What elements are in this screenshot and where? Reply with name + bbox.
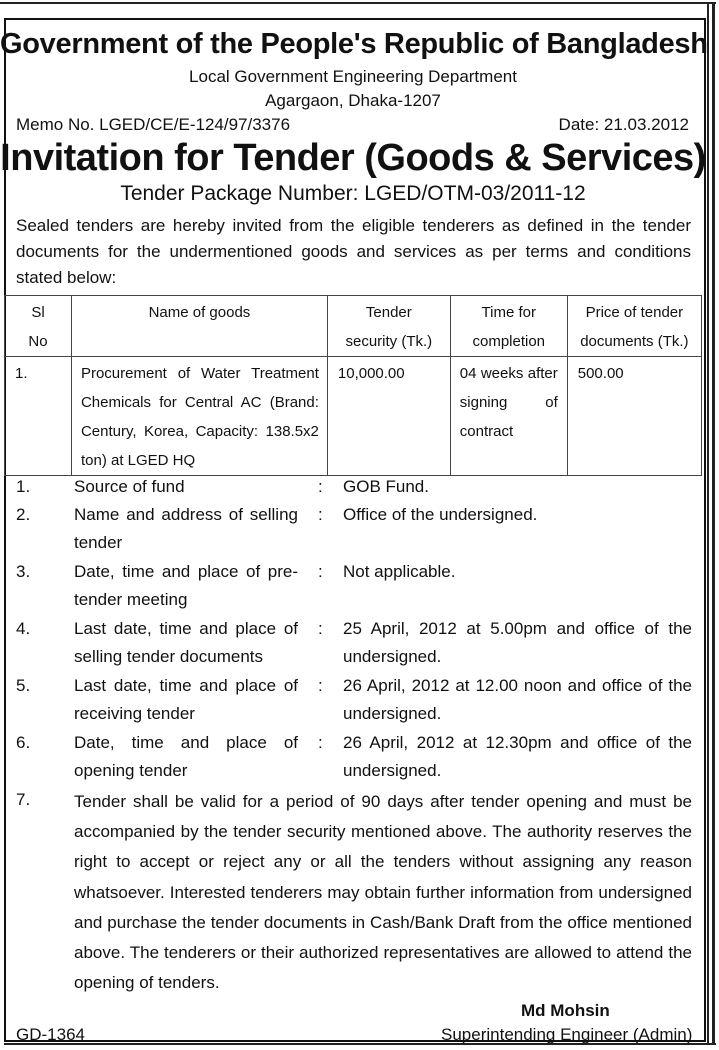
cell-goods: Procurement of Water Treatment Chemicals for Central AC (Brand: Century, Korea, Capacity: 138.5x2 ton) at LGED HQ [71,357,327,476]
detail-number: 3. [16,562,31,581]
header-security-line2: security (Tk.) [345,333,433,350]
page-title: Invitation for Tender (Goods & Services) [0,137,706,179]
detail-colon: : [318,477,323,496]
header-sl [5,296,72,357]
detail-number: 1. [16,477,31,496]
memo-number: Memo No. LGED/CE/E-124/97/3376 [16,115,291,134]
detail-label: Last date, time and place of receiving tender [74,676,298,723]
header-time-line1: Time for [481,304,536,321]
detail-value: Office of the undersigned. [343,505,538,524]
detail-colon: : [318,676,323,695]
tender-table [4,295,702,476]
header-time [450,296,567,357]
detail-value: 26 April, 2012 at 12.30pm and office of the undersigned. [343,733,692,780]
frame-shadow-right [707,4,715,1044]
notice-date: Date: 21.03.2012 [558,115,689,134]
header-sl-line2: No [28,333,48,350]
tender-package-number: Tender Package Number: LGED/OTM-03/2011-12 [120,182,586,205]
cell-price: 500.00 [567,357,701,476]
detail-number: 6. [16,733,31,752]
header-sl-line1: Sl [31,304,45,321]
detail-number: 2. [16,505,31,524]
reference-code: GD-1364 [16,1025,85,1044]
detail-number: 4. [16,619,31,638]
detail-value: 25 April, 2012 at 5.00pm and office of the undersigned. [343,619,692,666]
header-price-line2: documents (Tk.) [580,333,689,350]
detail-label: Last date, time and place of selling tender documents [74,619,298,666]
detail-value: 26 April, 2012 at 12.00 noon and office of the undersigned. [343,676,692,723]
detail-colon: : [318,619,323,638]
cell-time: 04 weeks after signing of contract [450,357,567,476]
clause-number: 7. [16,790,31,809]
detail-label: Name and address of selling tender [74,505,298,552]
department-address: Agargaon, Dhaka-1207 [265,91,441,110]
detail-value: GOB Fund. [343,477,429,496]
detail-colon: : [318,505,323,524]
cell-security: 10,000.00 [327,357,450,476]
detail-colon: : [318,562,323,581]
detail-number: 5. [16,676,31,695]
header-security [327,296,450,357]
signer-name: Md Mohsin [521,1001,610,1020]
cell-sl: 1. [5,357,72,476]
department-name: Local Government Engineering Department [189,67,517,86]
table-row [5,357,702,476]
table-header-row [5,296,702,357]
signer-designation: Superintending Engineer (Admin) [441,1025,693,1044]
detail-label: Source of fund [74,477,185,496]
detail-label: Date, time and place of opening tender [74,733,298,780]
detail-colon: : [318,733,323,752]
header-price [567,296,701,357]
header-goods: Name of goods [71,296,327,357]
header-time-line2: completion [472,333,546,350]
clause-text: Tender shall be valid for a period of 90 days after tender opening and must be accompanied by the tender security mentioned above. The authority reserves the right to accept or reject any or all the tenders without assigning any reason whatsoever. Interested tenderers may obtain further information from undersigned and purchase the tender documents in Cash/Bank Draft from the office mentioned above. The tenderers or their authorized representatives are allowed to attend the opening of tenders. [74,792,692,993]
header-security-line1: Tender [365,304,412,321]
header-price-line1: Price of tender [585,304,684,321]
government-heading: Government of the People's Republic of Bangladesh [0,28,708,60]
detail-label: Date, time and place of pre-tender meeting [74,562,298,609]
intro-paragraph: Sealed tenders are hereby invited from the eligible tenderers as defined in the tender documents for the undermentioned goods and services as per terms and conditions stated below: [16,216,691,287]
top-rule [0,2,716,4]
detail-value: Not applicable. [343,562,456,581]
